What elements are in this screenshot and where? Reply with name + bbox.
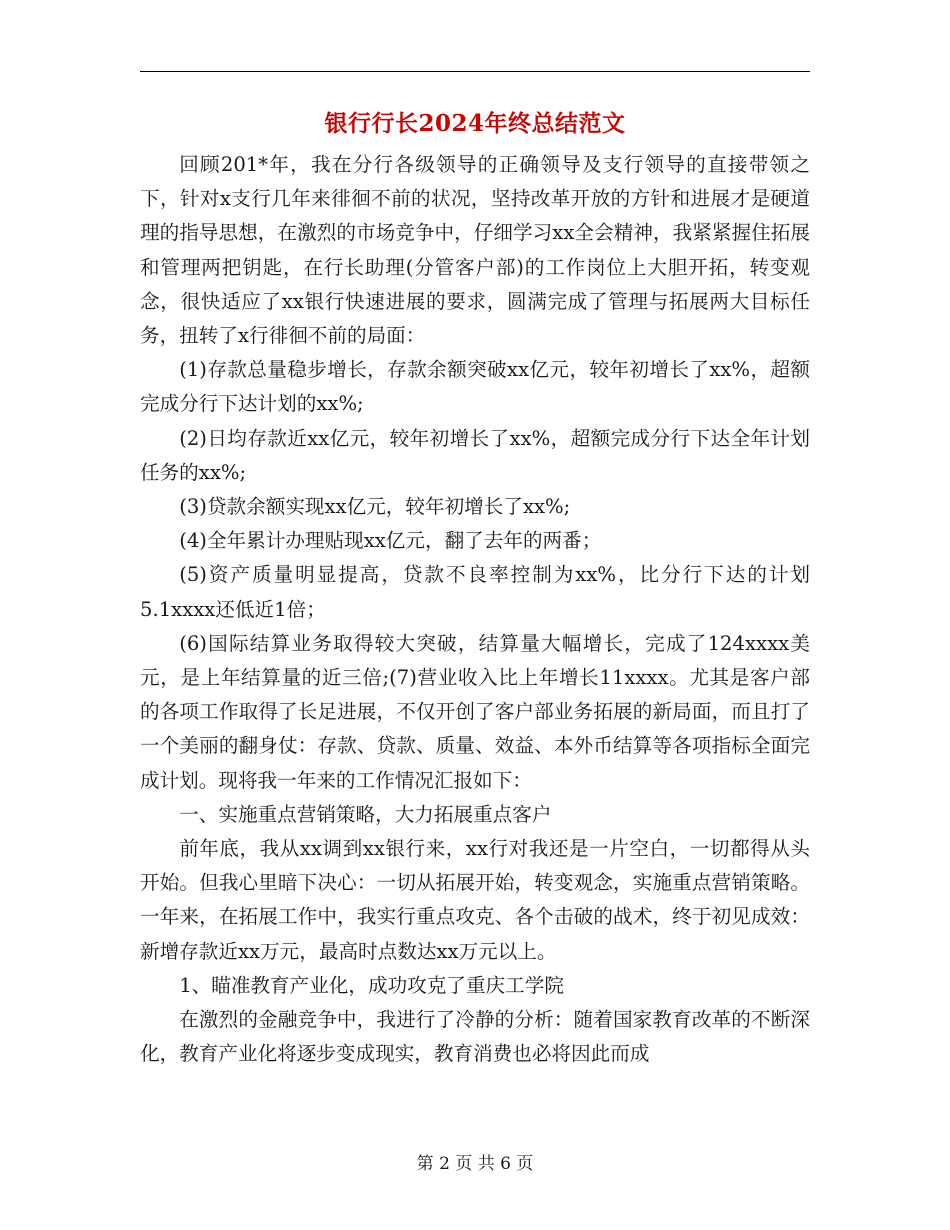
paragraph-item-6: (6)国际结算业务取得较大突破，结算量大幅增长，完成了124xxxx美元，是上年结算量的近三倍;(7)营业收入比上年增长11xxxx。尤其是客户部的各项工作取得了长足进展，不仅开创了客户部业务拓展的新局面，而且打了一个美丽的翻身仗：存款、贷款、质量、效益、本外币结算等各项指标全面完成计划。现将我一年来的工作情况汇报如下：	[140, 631, 810, 792]
header-rule	[140, 71, 810, 72]
paragraph-item-1: (1)存款总量稳步增长，存款余额突破xx亿元，较年初增长了xx%，超额完成分行下达计划的xx%;	[140, 358, 810, 416]
paragraph-intro: 回顾201*年，我在分行各级领导的正确领导及支行领导的直接带领之下，针对x支行几年来徘徊不前的状况，坚持改革开放的方针和进展才是硬道理的指导思想，在激烈的市场竞争中，仔细学习xx全会精神，我紧紧握住拓展和管理两把钥匙，在行长助理(分管客户部)的工作岗位上大胆开拓，转变观念，很快适应了xx银行快速进展的要求，圆满完成了管理与拓展两大目标任务，扭转了x行徘徊不前的局面：	[140, 153, 810, 348]
paragraph-subsection-1: 在激烈的金融竞争中，我进行了冷静的分析：随着国家教育改革的不断深化，教育产业化将逐步变成现实，教育消费也必将因此而成	[140, 1008, 810, 1066]
document-body	[140, 148, 810, 1071]
paragraph-item-4: (4)全年累计办理贴现xx亿元，翻了去年的两番；	[179, 529, 602, 553]
paragraph-item-2: (2)日均存款近xx亿元，较年初增长了xx%，超额完成分行下达全年计划任务的xx%;	[140, 426, 810, 484]
paragraph-item-5: (5)资产质量明显提高，贷款不良率控制为xx%，比分行下达的计划5.1xxxx还低近1倍；	[140, 563, 810, 621]
paragraph-section-1: 前年底，我从xx调到xx银行来，xx行对我还是一片空白，一切都得从头开始。但我心里暗下决心：一切从拓展开始，转变观念，实施重点营销策略。一年来，在拓展工作中，我实行重点攻克、各个击破的战术，终于初见成效：新增存款近xx万元，最高时点数达xx万元以上。	[140, 837, 810, 963]
subsection-heading-1: 1、瞄准教育产业化，成功攻克了重庆工学院	[179, 973, 564, 997]
section-heading-1: 一、实施重点营销策略，大力拓展重点客户	[179, 802, 552, 826]
page-footer: 第 2 页 共 6 页	[416, 1154, 534, 1174]
paragraph-item-3: (3)贷款余额实现xx亿元，较年初增长了xx%;	[179, 495, 571, 519]
document-title: 银行行长2024年终总结范文	[324, 110, 626, 137]
